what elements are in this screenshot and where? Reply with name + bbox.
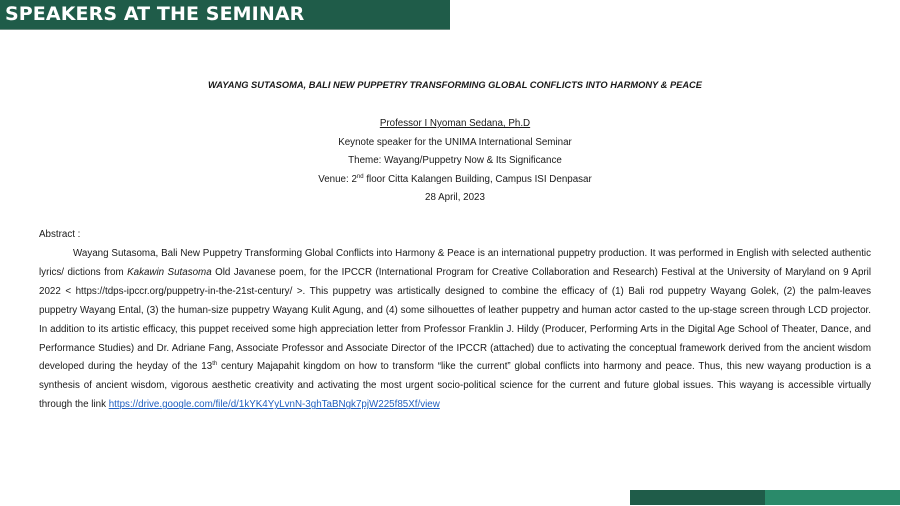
footer-bar-mid (765, 490, 900, 505)
abstract-text-1: Wayang Sutasoma, Bali New Puppetry Transforming Global Conflicts into Harmony & Peace is an international puppetry production. It was performed in English with selected authentic lyrics/ dictions from (39, 248, 871, 278)
speaker-role: Keynote speaker for the UNIMA International Seminar (338, 136, 572, 148)
talk-date: 28 April, 2023 (425, 192, 485, 203)
venue (0, 171, 900, 190)
seminar-theme: Theme: Wayang/Puppetry Now & Its Significance (348, 155, 562, 166)
abstract-text-3: century Majapahit kingdom on how to transform “like the current” global conflicts into harmony and peace. Thus, this new wayang production is a synthesis of ancient wisdom, vigorous aesthetic creativity and activating the most urgent socio-political science for the current and future global issues. This wayang is accessible virtually through the link (39, 361, 871, 411)
speaker-name (0, 115, 900, 134)
abstract-label: Abstract : (39, 229, 81, 240)
banner-title: SPEAKERS AT THE SEMINAR (5, 3, 305, 25)
venue-suffix: floor Citta Kalangen Building, Campus ISI Denpasar (363, 173, 592, 185)
talk-title: WAYANG SUTASOMA, BALI NEW PUPPETRY TRANSFORMING GLOBAL CONFLICTS INTO HARMONY & PEACE (208, 80, 702, 90)
century-superscript: th (212, 361, 218, 368)
venue-prefix: Venue: 2 (318, 173, 357, 185)
speaker-name-text: Professor I Nyoman Sedana, Ph.D (379, 118, 531, 129)
header-banner (0, 0, 450, 30)
speaker-info (0, 115, 900, 208)
venue-superscript: nd (356, 173, 364, 180)
drive-link[interactable]: https://drive.google.com/file/d/1kYK4YyLvnN-3ghTaBNgk7pjW225f85Xf/view (108, 399, 440, 411)
footer-bar-dark (630, 490, 765, 505)
abstract-italic-title: Kakawin Sutasoma (127, 266, 212, 278)
abstract-text-2: Old Javanese poem, for the IPCCR (International Program for Creative Collaboration and Research) Festival at the University of Maryland on 9 April 2022 < https://tdps-ipccr.org/puppetry-in-the-21st-century/ >. This puppetry was artistically designed to combine the efficacy of (1) Bali rod puppetry Wayang Golek, (2) the palm-leaves puppetry Wayang Ental, (3) the human-size puppetry Wayang Kulit Agung, and (4) some silhouettes of leather puppetry and human actor casted to the up-stage screen through LCD projector. In addition to its artistic efficacy, this puppet received some high appreciation letter from Professor Franklin J. Hildy (Producer, Performing Arts in the Digital Age School of Theater, Dance, and Performance Studies) and Dr. Adriane Fang, Associate Professor and Associate Director of the IPCCR (attached) due to activating the conceptual framework derived from the ancient wisdom developed during the heyday of the 13 (39, 266, 872, 373)
abstract-body (39, 245, 871, 415)
